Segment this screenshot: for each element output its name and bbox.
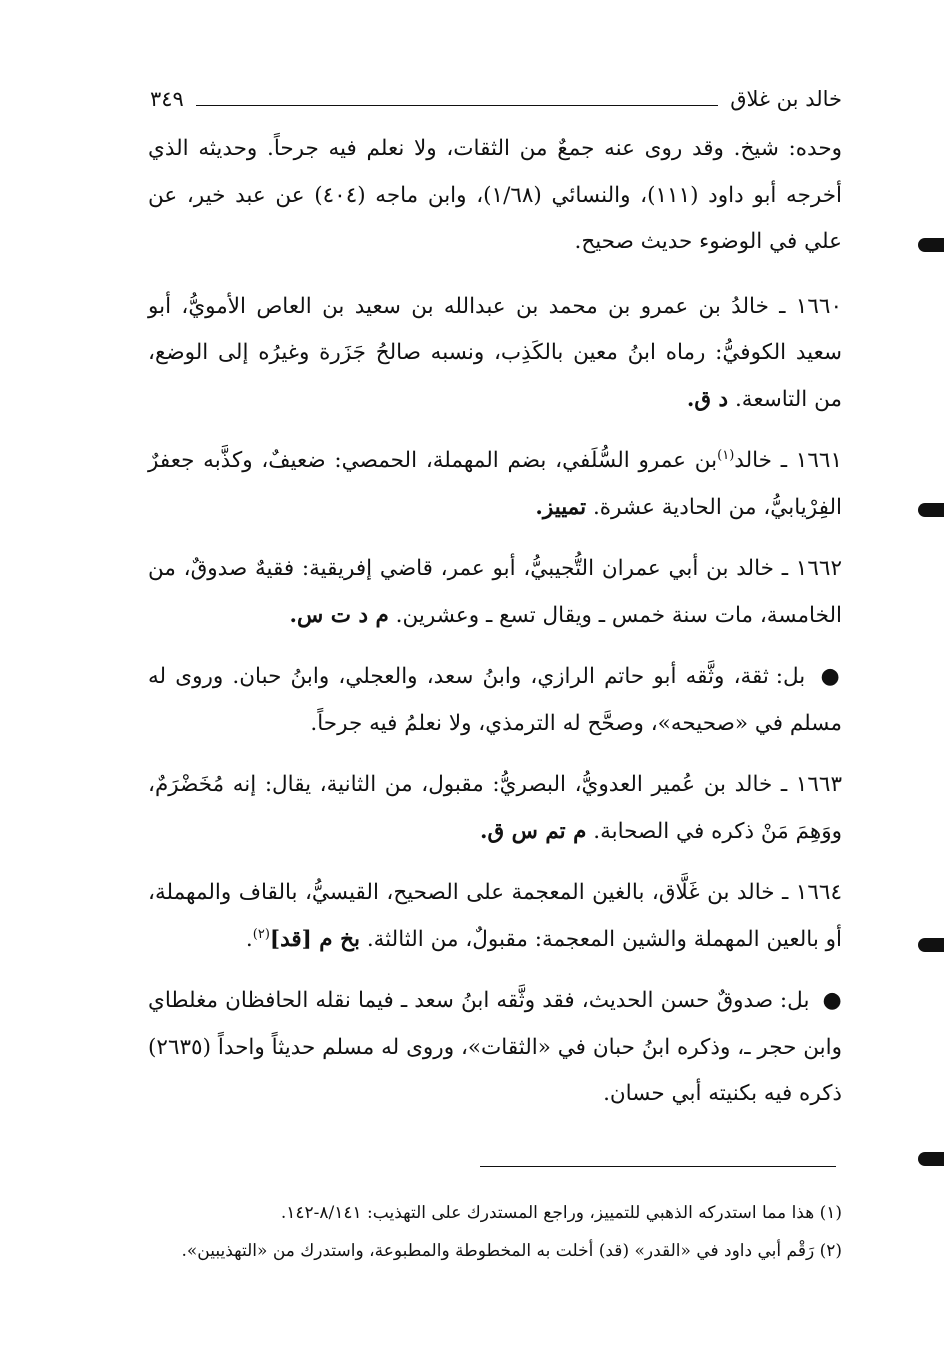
commentary-text: بل: ثقة، وثَّقه أبو حاتم الرازي، وابنُ سعد، والعجلي، وابنُ حبان. وروى له مسلم في «صحيحه»، وصحَّح له الترمذي، ولا نعلمُ فيه جرحاً. (148, 664, 842, 736)
page-edge-mark (918, 238, 944, 252)
footnote-1: (١) هذا مما استدركه الذهبي للتمييز، وراجع المستدرك على التهذيب: ٨/١٤١-١٤٢. (280, 1203, 842, 1223)
page-edge-mark (918, 1152, 944, 1166)
footnote-2: (٢) رَقْم أبي داود في «القدر» (قد) أخلت به المخطوطة والمطبوعة، واستدرك من «التهذيبين». (181, 1241, 842, 1261)
bullet-icon: ● (822, 988, 842, 1013)
entry-1662 (148, 546, 842, 639)
commentary-text: بل: صدوقٌ حسن الحديث، فقد وثَّقه ابنُ سعد ـ فيما نقله الحافظان مغلطاي وابن حجر ـ، وذكره ابنُ حبان في «الثقات»، وروى له مسلم حديثاً واحداً (٢٦٣٥) ذكره فيه بكنيته أبي حسان. (148, 988, 842, 1106)
commentary-1664 (148, 978, 842, 1118)
page-edge-mark (918, 503, 944, 517)
paragraph-continuation (148, 126, 842, 266)
source-codes: تمييز. (535, 494, 587, 520)
bullet-icon: ● (820, 664, 842, 689)
source-codes: م د ت س. (289, 602, 389, 628)
source-codes: د ق. (686, 386, 729, 412)
entry-text: ١٦٦١ ـ خالد (734, 448, 842, 473)
commentary-1662 (148, 654, 842, 747)
footnotes (150, 1194, 842, 1270)
main-text (148, 126, 842, 1133)
footnote-ref: (٢) (252, 926, 270, 942)
entry-1660 (148, 284, 842, 424)
footnote-separator (480, 1166, 836, 1167)
page-edge-mark (918, 938, 944, 952)
running-header (150, 86, 842, 112)
page-number: ٣٤٩ (150, 87, 184, 111)
header-rule (196, 105, 718, 106)
paragraph-text: وحده: شيخ. وقد روى عنه جمعٌ من الثقات، ولا نعلم فيه جرحاً. وحديثه الذي أخرجه أبو داود (١١١)، والنسائي (١/٦٨)، وابن ماجه (٤٠٤) عن عبد خير، عن علي في الوضوء حديث صحيح. (148, 136, 843, 254)
entry-text: ١٦٦٣ ـ خالد بن عُمير العدويُّ، البصريُّ: مقبول، من الثانية، يقال: إنه مُخَضْرَمٌ، ووَهِمَ مَنْ ذكره في الصحابة. (148, 772, 842, 844)
entry-text: ١٦٦٤ ـ خالد بن غَلَّاق، بالغين المعجمة على الصحيح، القيسيُّ، بالقاف والمهملة، أو بالعين المهملة والشين المعجمة: مقبولٌ، من الثالثة. (148, 880, 842, 952)
source-codes: بخ م [قد] (269, 926, 360, 952)
entry-text-cont: بن عمرو السُّلَفي، بضم المهملة، الحمصي: ضعيفٌ، وكذَّبه جعفرٌ الفِرْيابيُّ، من الحادية عشرة. (148, 448, 842, 520)
entry-tail: . (245, 926, 253, 952)
entry-text: ١٦٦٢ ـ خالد بن أبي عمران التُّجيبيُّ، أبو عمر، قاضي إفريقية: فقيهٌ صدوقٌ، من الخامسة، مات سنة خمس ـ ويقال تسع ـ وعشرين. (148, 556, 842, 628)
entry-1663 (148, 762, 842, 855)
footnote-ref: (١) (717, 447, 735, 463)
header-title: خالد بن غلاق (730, 87, 842, 111)
source-codes: م تم س ق. (479, 818, 587, 844)
entry-1664 (148, 870, 842, 963)
entry-text: ١٦٦٠ ـ خالدُ بن عمرو بن محمد بن عبدالله بن سعيد بن العاص الأمويُّ، أبو سعيد الكوفيُّ: رماه ابنُ معين بالكَذِب، ونسبه صالحُ جَزَرة وغيرُه إلى الوضع، من التاسعة. (148, 293, 842, 412)
entry-1661 (148, 438, 842, 531)
